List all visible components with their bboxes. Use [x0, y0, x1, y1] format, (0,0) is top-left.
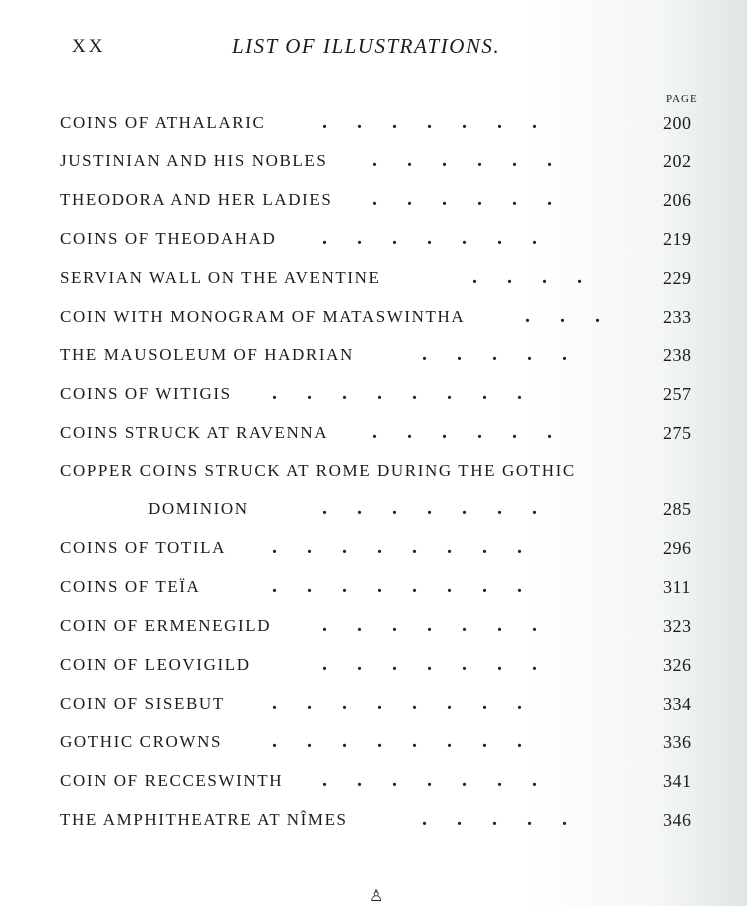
list-entry [0, 538, 747, 568]
entry-title: SERVIAN WALL ON THE AVENTINE [60, 268, 381, 287]
list-entry [0, 113, 747, 143]
dot-leader: . . . . . . . . [272, 730, 522, 752]
entry-title: THE AMPHITHEATRE AT NÎMES [60, 810, 348, 829]
dot-leader: . . . . . . . [322, 614, 537, 636]
entry-title: COINS OF ATHALARIC [60, 113, 266, 132]
dot-leader: . . . . . . [372, 421, 552, 443]
entry-page: 257 [663, 384, 692, 404]
dot-leader: . . . . . . . . [272, 692, 522, 714]
dot-leader: . . . . . . . . [272, 536, 522, 558]
dot-leader: . . . . . . [372, 188, 552, 210]
list-entry [0, 461, 747, 491]
entry-page: 326 [663, 655, 692, 675]
entry-title: DOMINION [148, 499, 249, 518]
dot-leader: . . . . [472, 266, 582, 288]
list-entry [0, 499, 747, 529]
entry-title: COIN WITH MONOGRAM OF MATASWINTHA [60, 307, 466, 326]
printer-ornament-icon: ♙ [369, 888, 384, 905]
dot-leader: . . . . . . . [322, 111, 537, 133]
list-entry [0, 732, 747, 762]
entry-page: 229 [663, 268, 692, 288]
dot-leader: . . . [525, 305, 600, 327]
entry-page: 200 [663, 113, 692, 133]
entry-page: 206 [663, 190, 692, 210]
entry-title: COINS OF TEÏA [60, 577, 201, 596]
entry-page: 341 [663, 771, 692, 791]
entry-title: COIN OF LEOVIGILD [60, 655, 251, 674]
entry-page: 336 [663, 732, 692, 752]
entry-title: COINS STRUCK AT RAVENNA [60, 423, 329, 442]
list-entry [0, 810, 747, 840]
entry-page: 275 [663, 423, 692, 443]
list-entry [0, 268, 747, 298]
entry-title: COINS OF THEODAHAD [60, 229, 277, 248]
dot-leader: . . . . . . . [322, 653, 537, 675]
entry-title: COIN OF RECCESWINTH [60, 771, 284, 790]
dot-leader: . . . . . . [372, 149, 552, 171]
entry-page: 202 [663, 151, 692, 171]
entry-title: THE MAUSOLEUM OF HADRIAN [60, 345, 354, 364]
dot-leader: . . . . . . . [322, 497, 537, 519]
list-entry [0, 384, 747, 414]
entry-title: COPPER COINS STRUCK AT ROME DURING THE GOTHIC [60, 461, 576, 480]
list-entry [0, 616, 747, 646]
page-column-label: PAGE [666, 93, 698, 105]
entry-page: 238 [663, 345, 692, 365]
list-entry [0, 771, 747, 801]
entry-title: GOTHIC CROWNS [60, 732, 222, 751]
entry-page: 323 [663, 616, 692, 636]
entry-title: COIN OF SISEBUT [60, 694, 225, 713]
running-title: LIST OF ILLUSTRATIONS. [232, 34, 501, 58]
list-entry [0, 229, 747, 259]
page-folio: XX [72, 36, 106, 57]
list-entry [0, 423, 747, 453]
entry-title: COIN OF ERMENEGILD [60, 616, 272, 635]
dot-leader: . . . . . . . . [272, 382, 522, 404]
entry-title: JUSTINIAN AND HIS NOBLES [60, 151, 328, 170]
dot-leader: . . . . . . . [322, 769, 537, 791]
dot-leader: . . . . . [422, 343, 567, 365]
entry-page: 233 [663, 307, 692, 327]
entry-page: 285 [663, 499, 692, 519]
list-entry [0, 694, 747, 724]
list-entry [0, 345, 747, 375]
entry-page: 219 [663, 229, 692, 249]
entry-title: COINS OF TOTILA [60, 538, 226, 557]
entry-page: 334 [663, 694, 692, 714]
entry-page: 296 [663, 538, 692, 558]
dot-leader: . . . . . . . . [272, 575, 522, 597]
entry-title: COINS OF WITIGIS [60, 384, 232, 403]
dot-leader: . . . . . . . [322, 227, 537, 249]
entry-title: THEODORA AND HER LADIES [60, 190, 333, 209]
dot-leader: . . . . . [422, 808, 567, 830]
entry-page: 311 [663, 577, 691, 597]
list-entry [0, 655, 747, 685]
list-entry [0, 577, 747, 607]
list-entry [0, 307, 747, 337]
list-entry [0, 151, 747, 181]
list-entry [0, 190, 747, 220]
entry-page: 346 [663, 810, 692, 830]
